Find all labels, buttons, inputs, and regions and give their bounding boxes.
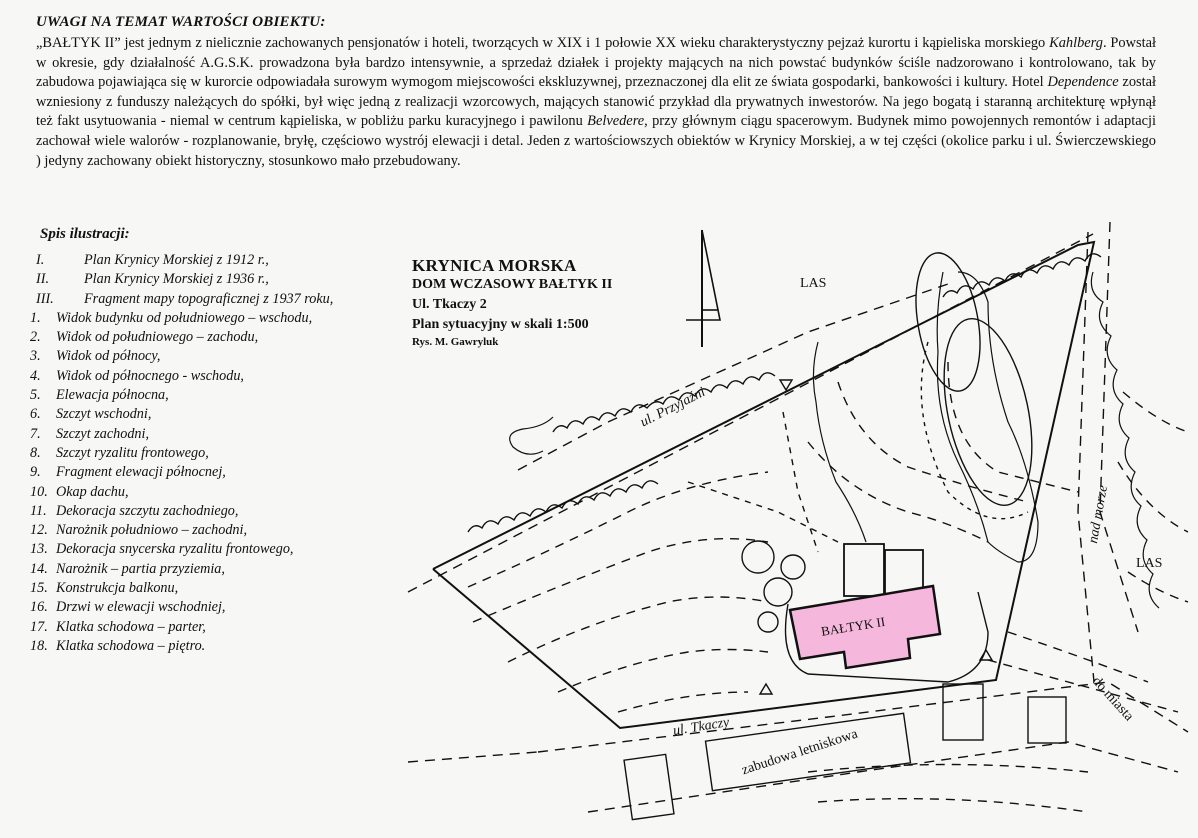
illustration-text: Szczyt wschodni, <box>56 406 152 423</box>
map-title: KRYNICA MORSKA <box>412 256 577 275</box>
illustration-text: Elewacja północna, <box>56 387 169 404</box>
illustration-text: Plan Krynicy Morskiej z 1936 r., <box>84 271 269 288</box>
label-building: BAŁTYK II <box>820 613 887 639</box>
illustration-text: Widok od północnego - wschodu, <box>56 367 244 384</box>
illustration-item <box>30 347 390 366</box>
illustration-item <box>30 540 390 559</box>
illustration-number: II. <box>36 271 49 288</box>
illustration-number: 9. <box>30 464 41 481</box>
illustration-number: 13. <box>30 541 48 558</box>
illustration-item <box>30 637 390 656</box>
illustration-item <box>30 309 390 328</box>
illustration-text: Narożnik południowo – zachodni, <box>56 522 248 539</box>
illustration-number: I. <box>36 252 45 268</box>
illustration-text: Dekoracja snycerska ryzalitu frontowego, <box>56 541 294 558</box>
illustration-number: 17. <box>30 618 48 635</box>
illustration-number: 18. <box>30 637 48 654</box>
notes-body <box>36 34 1156 171</box>
illustration-item <box>30 328 390 347</box>
illustration-number: 4. <box>30 367 41 384</box>
map-street: Ul. Tkaczy 2 <box>412 297 487 312</box>
illustration-number: 15. <box>30 580 48 597</box>
illustration-item <box>30 386 390 405</box>
illustration-text: Widok od południowego – zachodu, <box>56 329 259 346</box>
illustration-item <box>30 290 390 309</box>
illustration-item <box>30 270 390 289</box>
illustration-number: 8. <box>30 444 41 461</box>
label-ul-przyjazni: ul. Przyjaźni <box>638 384 708 431</box>
notes-text-4: , przy głównym ciągu spacerowym. Budynek mimo powojennych remontów i adaptacji zachował wiele walorów - rozplanowanie, bryłę, częściowo wystrój elewacji i detal. Jeden z wartościowszych obiektów w Krynicy Morskiej, a w tej części (okolice parku i ul. Świerczewskiego ) jedyny zachowany obiekt historyczny, stosunkowo mało przebudowany. <box>36 113 1156 169</box>
notes-italic-dependence: Dependence <box>1047 74 1119 91</box>
illustration-text: Szczyt ryzalitu frontowego, <box>56 444 209 461</box>
illustration-text: Narożnik – partia przyziemia, <box>56 560 225 577</box>
illustration-text: Klatka schodowa – parter, <box>56 618 206 635</box>
illustration-number: 14. <box>30 560 48 577</box>
illustration-number: 16. <box>30 599 48 616</box>
illustration-number: 5. <box>30 387 41 404</box>
illustration-number: 12. <box>30 522 48 539</box>
illustration-item <box>30 618 390 637</box>
notes-title: UWAGI NA TEMAT WARTOŚCI OBIEKTU: <box>36 14 326 30</box>
site-plan-drawing <box>388 212 1198 838</box>
map-scale: Plan sytuacyjny w skali 1:500 <box>412 317 589 332</box>
illustration-number: 6. <box>30 406 41 423</box>
illustration-item <box>30 560 390 579</box>
illustration-text: Fragment elewacji północnej, <box>56 464 226 481</box>
notes-text-2: . Powstał w okresie, gdy działalność A.G.S.K. prowadzona była bardzo intensywnie, a sprzedaż działek i projekty mających na nich powstać budynków ściśle nadzorowano i kontrolowano, tak by zabudowa pojawiająca się w kurorcie odpowiadała surowym wymogom miejscowości ekskluzywnej, przeznaczonej dla elit ze świata gospodarki, bankowości i kultury. Hotel <box>36 35 1156 91</box>
illustration-text: Widok od północy, <box>56 348 161 365</box>
illustration-number: 7. <box>30 425 41 442</box>
plot-boundary <box>433 242 1094 728</box>
illustrations-list <box>30 251 390 656</box>
illustration-item <box>30 483 390 502</box>
illustration-text: Konstrukcja balkonu, <box>56 580 179 597</box>
illustration-number: III. <box>36 290 54 307</box>
notes-italic-belvedere: Belvedere <box>587 113 645 130</box>
illustration-text: Klatka schodowa – piętro. <box>56 637 206 654</box>
illustrations-title: Spis ilustracji: <box>40 226 130 242</box>
illustration-item <box>30 425 390 444</box>
label-summer-houses: zabudowa letniskowa <box>740 726 860 779</box>
label-nad-morze: nad morze <box>1086 484 1111 545</box>
illustration-text: Fragment mapy topograficznej z 1937 roku, <box>84 290 334 307</box>
label-do-miasta: do miasta <box>1088 674 1137 725</box>
illustration-item <box>30 502 390 521</box>
map-subtitle: DOM WCZASOWY BAŁTYK II <box>412 277 613 292</box>
illustration-item <box>30 251 390 270</box>
illustration-item <box>30 598 390 617</box>
illustration-number: 3. <box>30 348 41 365</box>
site-plan <box>388 212 1198 838</box>
illustration-item <box>30 521 390 540</box>
illustration-number: 2. <box>30 329 41 346</box>
label-ul-tkaczy: ul. Tkaczy <box>672 715 731 739</box>
illustration-number: 11. <box>30 502 47 519</box>
illustration-item <box>30 367 390 386</box>
illustration-text: Okap dachu, <box>56 483 129 500</box>
notes-italic-kahlberg: Kahlberg <box>1049 35 1103 51</box>
notes-text-1: „BAŁTYK II” jest jednym z nielicznie zachowanych pensjonatów i hoteli, tworzących w XIX i 1 połowie XX wieku charakterystyczny pejzaż kurortu i kąpieliska morskiego <box>36 35 1050 51</box>
illustration-number: 10. <box>30 483 48 500</box>
map-author: Rys. M. Gawryluk <box>412 336 499 348</box>
illustration-text: Plan Krynicy Morskiej z 1912 r., <box>84 252 269 268</box>
illustration-item <box>30 579 390 598</box>
illustration-item <box>30 463 390 482</box>
label-forest-top: LAS <box>800 276 827 291</box>
illustration-item <box>30 405 390 424</box>
label-forest-right: LAS <box>1136 556 1163 571</box>
illustration-text: Widok budynku od południowego – wschodu, <box>56 309 313 326</box>
notes-text-3: został wzniesiony z funduszy należących do spółki, był więc jedną z realizacji wzorcowych, mających stanowić przykład dla prywatnych inwestorów. Na jego bogatą i staranną architekturę wpłynął też fakt usytuowania - niemal w centrum kąpieliska, w pobliżu parku kuracyjnego i pawilonu <box>36 74 1156 130</box>
illustration-text: Drzwi w elewacji wschodniej, <box>56 599 226 616</box>
illustration-item <box>30 444 390 463</box>
north-arrow-icon <box>686 230 720 347</box>
illustration-number: 1. <box>30 309 41 326</box>
illustration-text: Szczyt zachodni, <box>56 425 149 442</box>
illustration-text: Dekoracja szczytu zachodniego, <box>56 502 239 519</box>
